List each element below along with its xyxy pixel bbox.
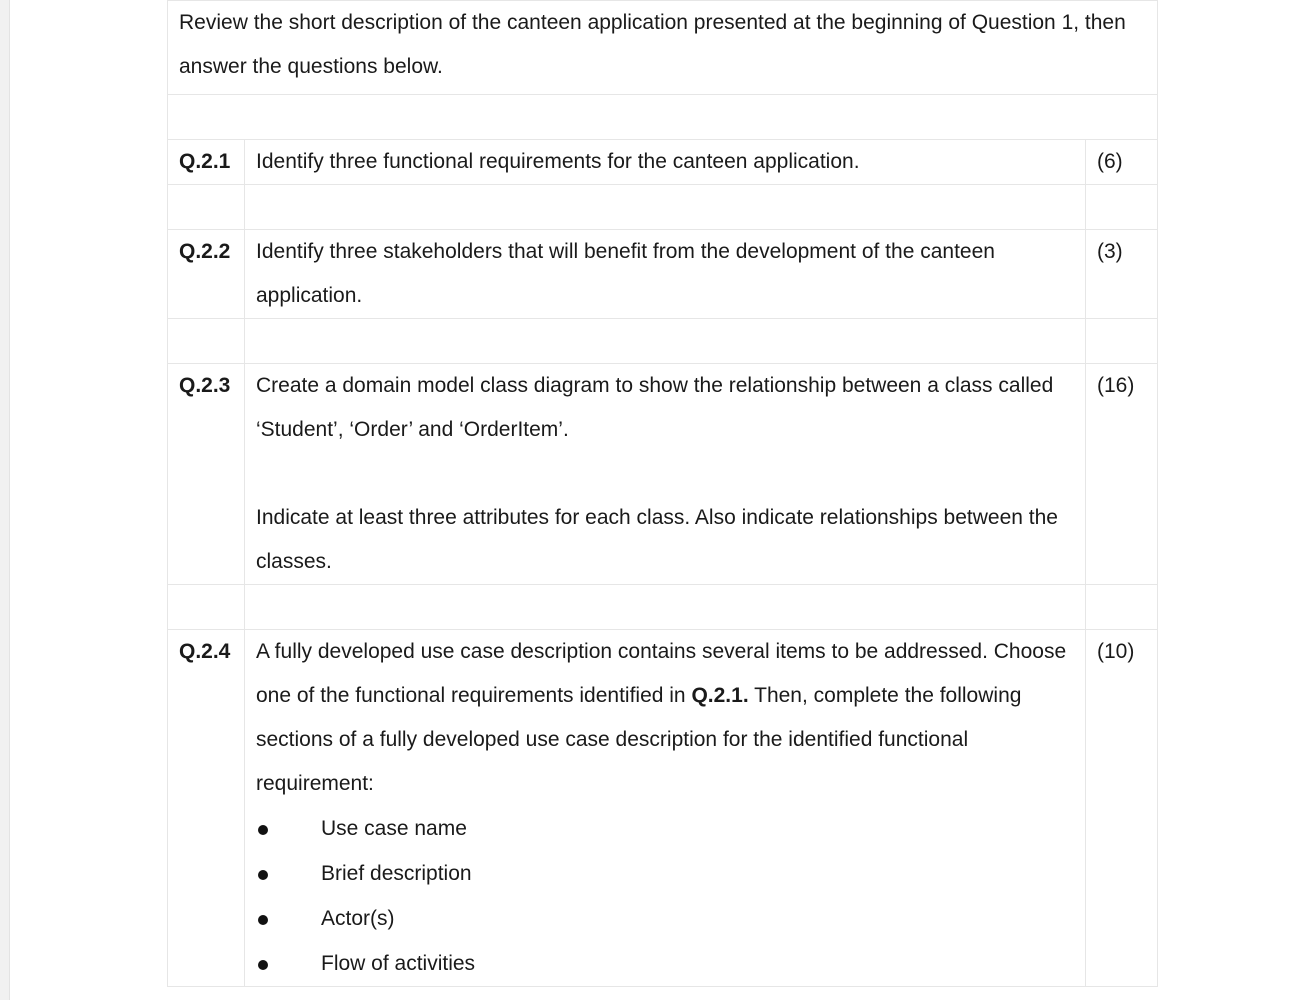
question-row-q2-3	[168, 364, 1158, 585]
question-text: Create a domain model class diagram to show the relationship between a class called ‘Student’, ‘Order’ and ‘OrderItem’.	[256, 374, 1054, 441]
document-page	[167, 0, 1157, 987]
question-row-q2-1	[168, 140, 1158, 185]
question-number: Q.2.2	[168, 230, 245, 319]
question-text-secondary: Indicate at least three attributes for each class. Also indicate relationships between the classes.	[256, 506, 1058, 573]
questions-table	[167, 0, 1158, 987]
question-marks: (16)	[1086, 364, 1158, 585]
list-item	[256, 851, 1074, 896]
question-text: Identify three functional requirements for the canteen application.	[245, 140, 1086, 185]
bullet-icon	[258, 960, 268, 970]
question-text: Identify three stakeholders that will benefit from the development of the canteen application.	[245, 230, 1086, 319]
question-reference: Q.2.1.	[691, 684, 749, 707]
question-text-part: A fully developed use case description contains several items to be addressed. Choose one of the functional requirements identified in	[256, 640, 1067, 707]
question-marks: (10)	[1086, 630, 1158, 987]
bullet-icon	[258, 825, 268, 835]
list-item-label: Actor(s)	[321, 907, 395, 930]
question-row-q2-2	[168, 230, 1158, 319]
spacer-row	[168, 585, 1158, 630]
list-item	[256, 941, 1074, 986]
question-text-cell	[245, 630, 1086, 987]
question-marks: (6)	[1086, 140, 1158, 185]
question-marks: (3)	[1086, 230, 1158, 319]
left-margin-strip	[0, 0, 10, 1000]
list-item-label: Flow of activities	[321, 952, 476, 975]
question-number: Q.2.4	[168, 630, 245, 987]
question-text-cell	[245, 364, 1086, 585]
section-list	[256, 806, 1074, 986]
intro-text: Review the short description of the canteen application presented at the beginning of Question 1, then answer the questions below.	[168, 1, 1158, 95]
question-text-part: Then, complete the following sections of a fully developed use case description for the identified functional requirement:	[256, 684, 1022, 795]
list-item-label: Brief description	[321, 862, 472, 885]
list-item-label: Use case name	[321, 817, 467, 840]
question-number: Q.2.1	[168, 140, 245, 185]
spacer-row	[168, 95, 1158, 140]
list-item	[256, 896, 1074, 941]
question-text	[256, 630, 1074, 806]
list-item	[256, 806, 1074, 851]
spacer-row	[168, 185, 1158, 230]
bullet-icon	[258, 915, 268, 925]
spacer-row	[168, 319, 1158, 364]
bullet-icon	[258, 870, 268, 880]
intro-row	[168, 1, 1158, 95]
question-number: Q.2.3	[168, 364, 245, 585]
question-row-q2-4	[168, 630, 1158, 987]
